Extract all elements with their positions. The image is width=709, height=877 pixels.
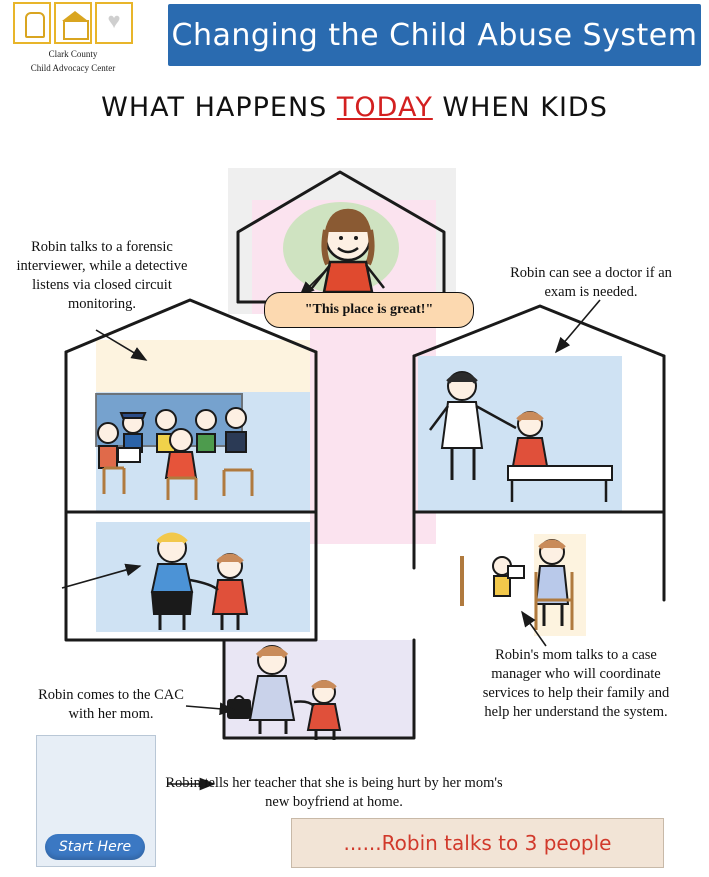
start-here-label: Start Here	[58, 839, 132, 855]
panel-case-manager	[534, 534, 586, 636]
logo-icon-group	[8, 2, 138, 46]
logo-line-1: Clark County	[48, 49, 98, 59]
page-title-after: WHEN KIDS	[432, 92, 608, 123]
caption-forensic-interview: Robin talks to a forensic interviewer, while a detective listens via closed circuit monitoring.	[16, 239, 188, 312]
start-here-box	[36, 735, 156, 867]
speech-bubble-text: "This place is great!"	[304, 302, 434, 317]
panel-cream-left	[96, 340, 310, 392]
caption-doctor: Robin can see a doctor if an exam is needed.	[510, 265, 672, 300]
heart-icon	[95, 2, 133, 44]
panel-lavender-bottom	[224, 640, 414, 738]
caption-arrival: Robin comes to the CAC with her mom.	[38, 687, 184, 722]
caption-teacher: Robin tells her teacher that she is being hurt by her mom's new boyfriend at home.	[165, 775, 503, 810]
page-title	[0, 92, 709, 123]
header-banner	[168, 4, 701, 66]
page-title-highlight: TODAY	[336, 92, 433, 123]
arrow-to-doctor	[556, 300, 600, 352]
cac-logo	[8, 2, 138, 74]
bottom-banner-text: ......Robin talks to 3 people	[343, 831, 612, 855]
banner-title: Changing the Child Abuse System	[171, 17, 698, 53]
bottom-banner	[291, 818, 664, 868]
panel-blue-left	[96, 392, 310, 512]
panel-blue-right	[418, 356, 622, 512]
hand-icon	[13, 2, 51, 44]
house-icon	[54, 2, 92, 44]
logo-line-2: Child Advocacy Center	[30, 63, 116, 73]
panel-blue-lowerleft	[96, 522, 310, 632]
speech-bubble	[264, 292, 474, 328]
page-title-before: WHAT HAPPENS	[101, 92, 337, 123]
caption-case-manager: Robin's mom talks to a case manager who will coordinate services to help their family and help her understand the system.	[482, 647, 670, 720]
start-here-badge[interactable]	[45, 834, 145, 860]
